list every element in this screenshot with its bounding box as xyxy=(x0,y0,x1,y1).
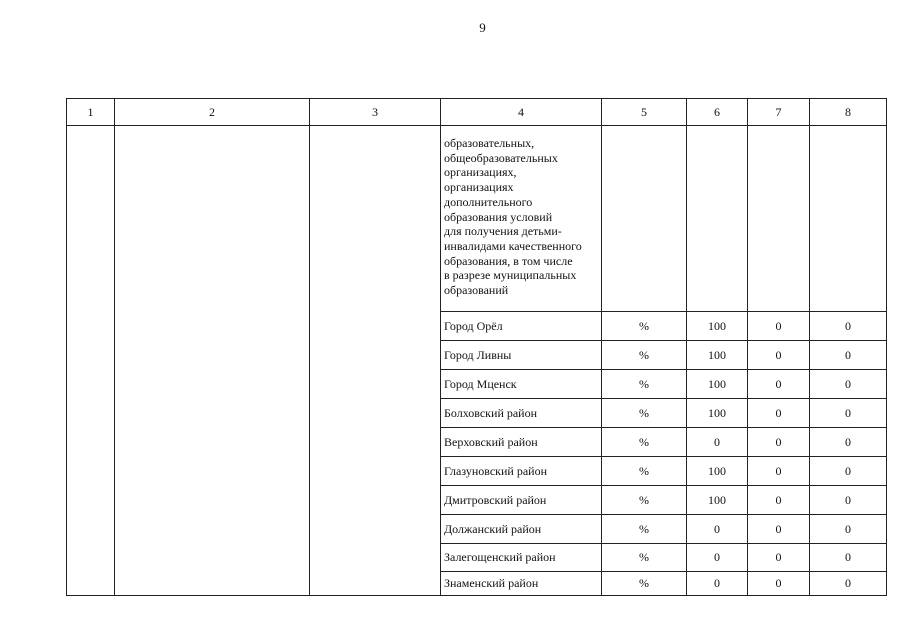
municipality-name: Город Мценск xyxy=(441,370,602,399)
unit-cell: % xyxy=(602,370,687,399)
column-header: 6 xyxy=(687,99,748,126)
value-col-8: 0 xyxy=(810,341,887,370)
value-col-8: 0 xyxy=(810,457,887,486)
municipality-name: Глазуновский район xyxy=(441,457,602,486)
empty-cell xyxy=(748,126,810,312)
value-col-6: 0 xyxy=(687,544,748,572)
value-col-7: 0 xyxy=(748,428,810,457)
municipality-name: Болховский район xyxy=(441,399,602,428)
column-header: 2 xyxy=(115,99,310,126)
column-3-cell xyxy=(310,126,441,596)
value-col-8: 0 xyxy=(810,486,887,515)
value-col-6: 100 xyxy=(687,341,748,370)
unit-cell: % xyxy=(602,486,687,515)
municipality-name: Залегощенский район xyxy=(441,544,602,572)
column-header: 7 xyxy=(748,99,810,126)
column-header: 8 xyxy=(810,99,887,126)
value-col-7: 0 xyxy=(748,341,810,370)
value-col-7: 0 xyxy=(748,572,810,596)
value-col-6: 100 xyxy=(687,399,748,428)
value-col-6: 100 xyxy=(687,312,748,341)
column-2-cell xyxy=(115,126,310,596)
value-col-8: 0 xyxy=(810,399,887,428)
unit-cell: % xyxy=(602,515,687,544)
indicator-table xyxy=(66,98,887,596)
municipality-name: Знаменский район xyxy=(441,572,602,596)
header-row xyxy=(67,99,887,126)
unit-cell: % xyxy=(602,572,687,596)
value-col-8: 0 xyxy=(810,572,887,596)
unit-cell: % xyxy=(602,544,687,572)
value-col-7: 0 xyxy=(748,515,810,544)
value-col-8: 0 xyxy=(810,544,887,572)
empty-cell xyxy=(687,126,748,312)
value-col-7: 0 xyxy=(748,370,810,399)
value-col-8: 0 xyxy=(810,515,887,544)
municipality-name: Верховский район xyxy=(441,428,602,457)
empty-cell xyxy=(602,126,687,312)
value-col-6: 100 xyxy=(687,486,748,515)
unit-cell: % xyxy=(602,428,687,457)
value-col-8: 0 xyxy=(810,370,887,399)
municipality-name: Дмитровский район xyxy=(441,486,602,515)
column-1-cell xyxy=(67,126,115,596)
municipality-name: Город Ливны xyxy=(441,341,602,370)
indicator-table-wrapper xyxy=(66,98,887,596)
value-col-6: 100 xyxy=(687,457,748,486)
column-header: 3 xyxy=(310,99,441,126)
municipality-name: Должанский район xyxy=(441,515,602,544)
description-row xyxy=(67,126,887,312)
unit-cell: % xyxy=(602,341,687,370)
value-col-6: 0 xyxy=(687,515,748,544)
municipality-name: Город Орёл xyxy=(441,312,602,341)
empty-cell xyxy=(810,126,887,312)
column-header: 4 xyxy=(441,99,602,126)
value-col-6: 100 xyxy=(687,370,748,399)
value-col-8: 0 xyxy=(810,428,887,457)
value-col-7: 0 xyxy=(748,312,810,341)
unit-cell: % xyxy=(602,312,687,341)
value-col-7: 0 xyxy=(748,544,810,572)
value-col-6: 0 xyxy=(687,428,748,457)
value-col-8: 0 xyxy=(810,312,887,341)
unit-cell: % xyxy=(602,457,687,486)
value-col-7: 0 xyxy=(748,399,810,428)
value-col-7: 0 xyxy=(748,486,810,515)
indicator-description: образовательных, общеобразовательных организациях, организациях дополнительного образования условий для получения детьми- инвалидами качественного образования, в том числе в разрезе муниципальных образований xyxy=(441,126,602,312)
column-header: 5 xyxy=(602,99,687,126)
value-col-6: 0 xyxy=(687,572,748,596)
column-header: 1 xyxy=(67,99,115,126)
value-col-7: 0 xyxy=(748,457,810,486)
unit-cell: % xyxy=(602,399,687,428)
page-number: 9 xyxy=(479,20,486,35)
